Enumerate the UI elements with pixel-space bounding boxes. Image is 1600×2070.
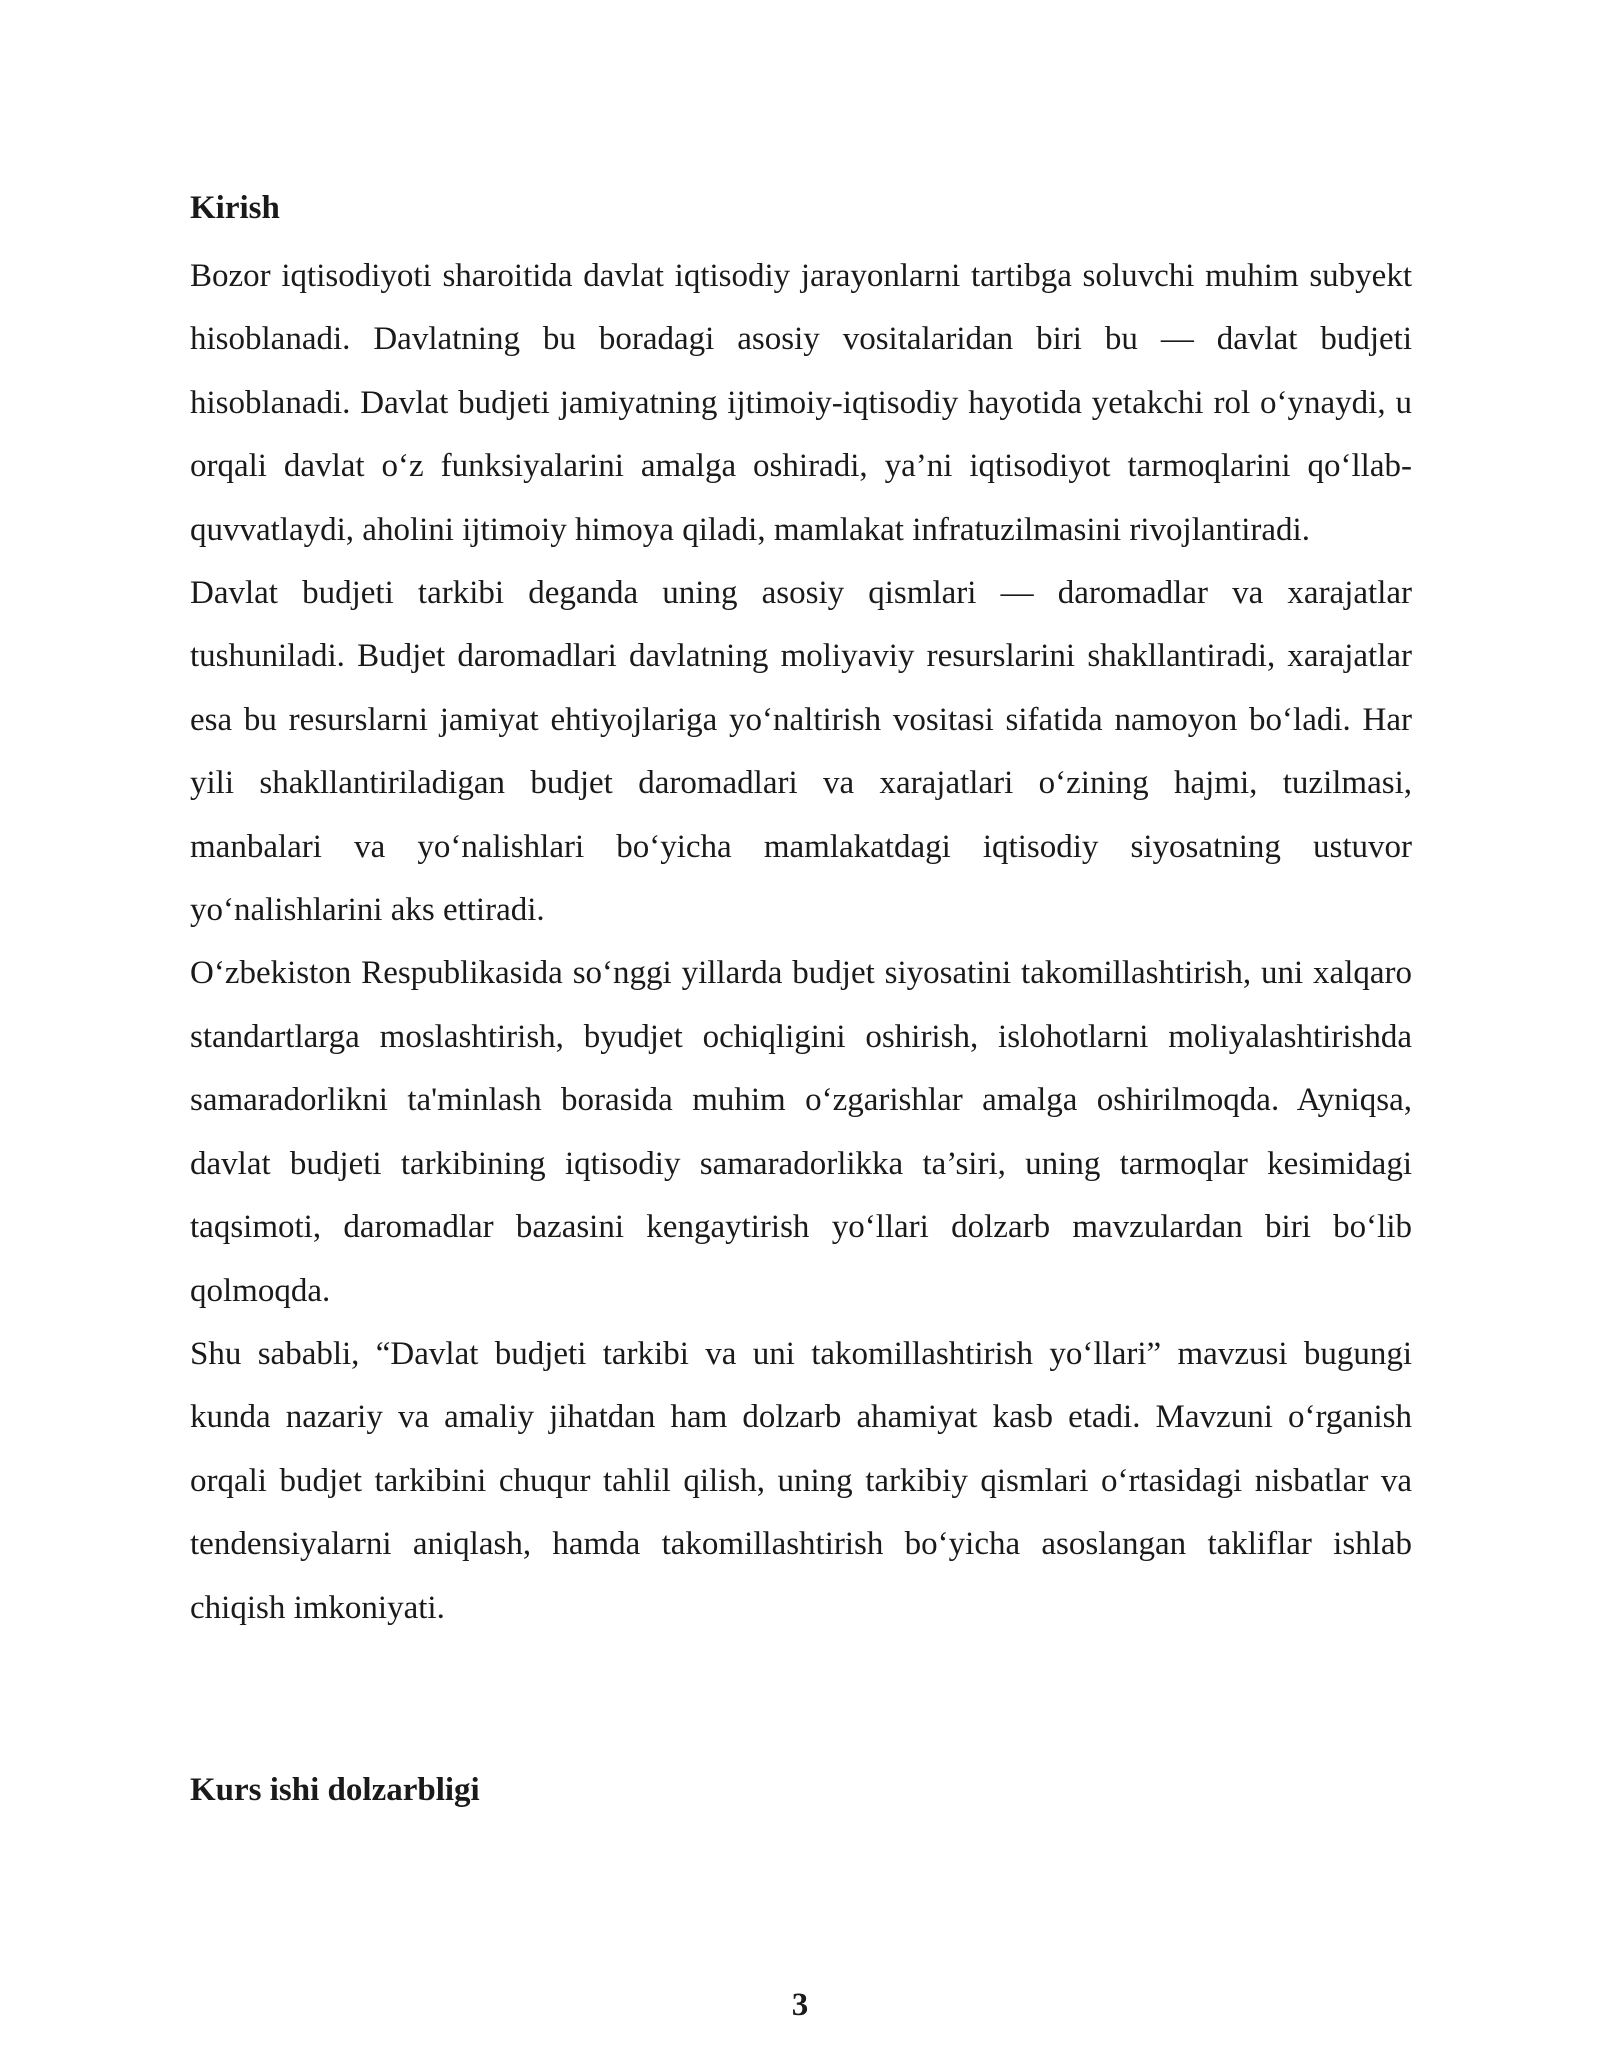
paragraph-1: Bozor iqtisodiyoti sharoitida davlat iqtisodiy jarayonlarni tartibga soluvchi muhim subyekt hisoblanadi. Davlatning bu boradagi asosiy vositalaridan biri bu — davlat budjeti hisoblanadi. Davlat budjeti jamiyatning ijtimoiy-iqtisodiy hayotida yetakchi rol o‘ynaydi, u orqali davlat o‘z funksiyalarini amalga oshiradi, ya’ni iqtisodiyot tarmoqlarini qo‘llab-quvvatlaydi, aholini ijtimoiy himoya qiladi, mamlakat infratuzilmasini rivojlantiradi.	[190, 258, 1412, 548]
intro-body	[190, 245, 1412, 1640]
intro-heading: Kirish	[190, 190, 280, 226]
paragraph-3: O‘zbekiston Respublikasida so‘nggi yillarda budjet siyosatini takomillashtirish, uni xalqaro standartlarga moslashtirish, byudjet ochiqligini oshirish, islohotlarni moliyalashtirishda samaradorlikni ta'minlash borasida muhim o‘zgarishlar amalga oshirilmoqda. Ayniqsa, davlat budjeti tarkibining iqtisodiy samaradorlikka ta’siri, uning tarmoqlar kesimidagi taqsimoti, daromadlar bazasini kengaytirish yo‘llari dolzarb mavzulardan biri bo‘lib qolmoqda.	[190, 955, 1412, 1309]
page-content	[190, 188, 1412, 1640]
page-number: 3	[791, 1987, 809, 2023]
paragraph-4: Shu sababli, “Davlat budjeti tarkibi va uni takomillashtirish yo‘llari” mavzusi bugungi kunda nazariy va amaliy jihatdan ham dolzarb ahamiyat kasb etadi. Mavzuni o‘rganish orqali budjet tarkibini chuqur tahlil qilish, uning tarkibiy qismlari o‘rtasidagi nisbatlar va tendensiyalarni aniqlash, hamda takomillashtirish bo‘yicha asoslangan takliflar ishlab chiqish imkoniyati.	[190, 1335, 1412, 1626]
paragraph-2: Davlat budjeti tarkibi deganda uning asosiy qismlari — daromadlar va xarajatlar tushuniladi. Budjet daromadlari davlatning moliyaviy resurslarini shakllantiradi, xarajatlar esa bu resurslarni jamiyat ehtiyojlariga yo‘naltirish vositasi sifatida namoyon bo‘ladi. Har yili shakllantiriladigan budjet daromadlari va xarajatlari o‘zining hajmi, tuzilmasi, manbalari va yo‘nalishlari bo‘yicha mamlakatdagi iqtisodiy siyosatning ustuvor yo‘nalishlarini aks ettiradi.	[190, 575, 1412, 929]
section-heading: Kurs ishi dolzarbligi	[190, 1772, 480, 1808]
